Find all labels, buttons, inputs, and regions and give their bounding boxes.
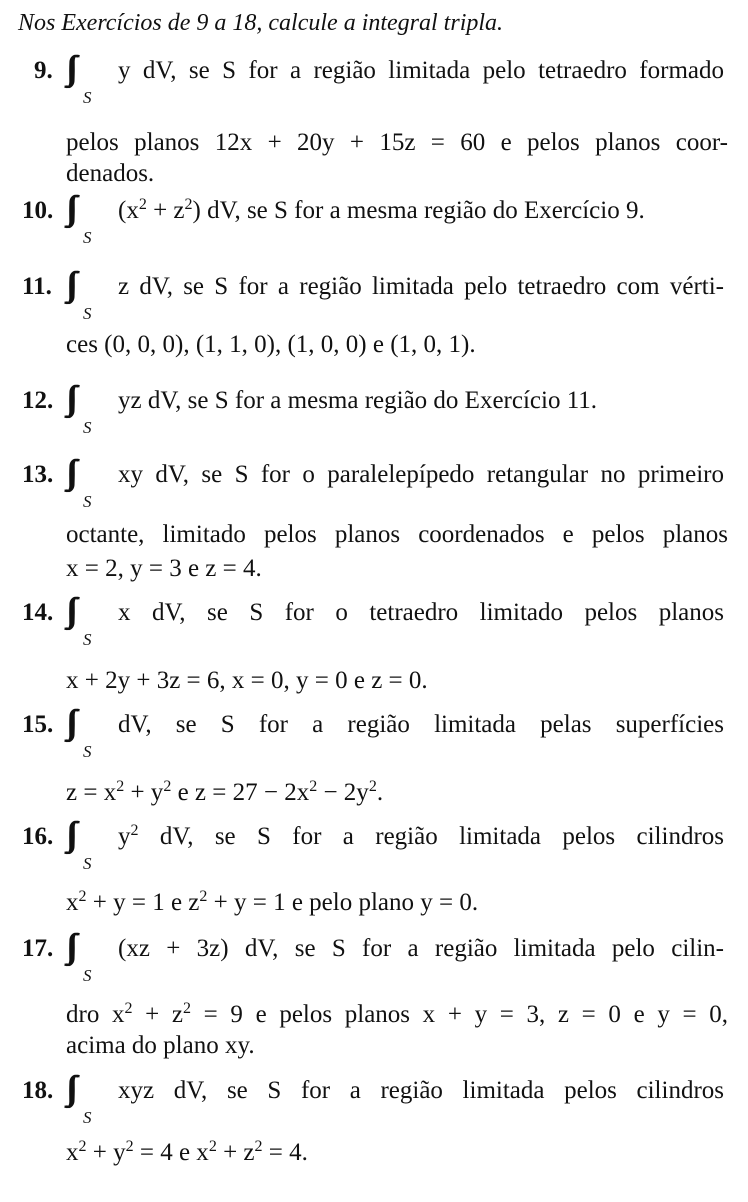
triple-integral-icon xyxy=(66,456,112,512)
exercise-statement: y dV, se S for a região limitada pelo tetraedro formado xyxy=(118,57,724,84)
triple-integral-icon xyxy=(66,706,112,762)
exercise-16 xyxy=(0,818,748,948)
exercise-number: 16. xyxy=(22,823,54,850)
exercise-continuation: pelos planos 12x + 20y + 15z = 60 e pelos planos coor- xyxy=(66,129,728,156)
triple-integral-icon xyxy=(66,930,112,986)
page-heading: Nos Exercícios de 9 a 18, calcule a integral tripla. xyxy=(18,10,504,36)
integral-signs: ∫∫∫ xyxy=(66,190,70,227)
integral-region-label: S xyxy=(83,854,92,873)
integral-signs: ∫∫∫ xyxy=(66,816,70,853)
exercise-number: 18. xyxy=(22,1077,54,1104)
exercise-continuation: x + 2y + 3z = 6, x = 0, y = 0 e z = 0. xyxy=(66,667,428,694)
triple-integral-icon xyxy=(66,52,112,108)
exercise-13 xyxy=(0,456,748,586)
exercise-statement: $(x^2 + z^2)$ dV, se S for a mesma região do Exercício 9. xyxy=(118,196,645,224)
integral-signs: ∫∫∫ xyxy=(66,266,70,303)
integral-region-label: S xyxy=(83,88,92,107)
exercise-15 xyxy=(0,706,748,836)
integral-signs: ∫∫∫ xyxy=(66,592,70,629)
exercise-continuation: ces (0, 0, 0), (1, 1, 0), (1, 0, 0) e (1, 0, 1). xyxy=(66,331,476,358)
triple-integral-icon xyxy=(66,818,112,874)
exercise-statement: dV, se S for a região limitada pelas superfícies xyxy=(118,711,724,738)
integral-region-label: S xyxy=(83,742,92,761)
triple-integral-icon xyxy=(66,1072,112,1128)
exercise-statement: z dV, se S for a região limitada pelo tetraedro com vérti- xyxy=(118,273,724,300)
integral-region-label: S xyxy=(83,304,92,323)
triple-integral-icon xyxy=(66,594,112,650)
exercise-continuation: $x^2 + y^2 = 4$ e $x^2 + z^2 = 4$. xyxy=(66,1138,308,1166)
integral-region-label: S xyxy=(83,966,92,985)
exercise-continuation: octante, limitado pelos planos coordenados e pelos planos xyxy=(66,521,728,548)
integral-signs: ∫∫∫ xyxy=(66,380,70,417)
triple-integral-icon xyxy=(66,382,112,438)
exercise-number: 14. xyxy=(22,599,54,626)
exercise-11 xyxy=(0,268,748,398)
exercise-statement: (xz + 3z) dV, se S for a região limitada pelo cilin- xyxy=(118,935,724,962)
integral-region-label: S xyxy=(83,492,92,511)
exercise-number: 9. xyxy=(34,57,53,84)
exercise-number: 13. xyxy=(22,461,54,488)
exercise-continuation: dro $x^2 + z^2 = 9$ e pelos planos x + y = 3, z = 0 e y = 0, xyxy=(66,1000,728,1028)
exercise-number: 12. xyxy=(22,387,54,414)
integral-region-label: S xyxy=(83,630,92,649)
triple-integral-icon xyxy=(66,192,112,248)
integral-signs: ∫∫∫ xyxy=(66,50,70,87)
exercise-statement: yz dV, se S for a mesma região do Exercício 11. xyxy=(118,387,598,414)
exercise-statement: xy dV, se S for o paralelepípedo retangular no primeiro xyxy=(118,461,724,488)
integral-region-label: S xyxy=(83,418,92,437)
integral-region-label: S xyxy=(83,228,92,247)
integral-signs: ∫∫∫ xyxy=(66,704,70,741)
integral-signs: ∫∫∫ xyxy=(66,454,70,491)
exercise-continuation: x = 2, y = 3 e z = 4. xyxy=(66,555,262,582)
exercise-continuation: $z = x^2 + y^2$ e $z = 27 - 2x^2 - 2y^2$. xyxy=(66,778,384,806)
exercise-14 xyxy=(0,594,748,724)
integral-region-label: S xyxy=(83,1108,92,1127)
integral-signs: ∫∫∫ xyxy=(66,928,70,965)
integral-signs: ∫∫∫ xyxy=(66,1070,70,1107)
exercise-18 xyxy=(0,1072,748,1202)
exercise-continuation: $x^2 + y = 1$ e $z^2 + y = 1$ e pelo plano y = 0. xyxy=(66,888,479,916)
exercise-continuation: acima do plano xy. xyxy=(66,1032,255,1059)
exercise-continuation: denados. xyxy=(66,160,155,187)
exercise-number: 17. xyxy=(22,935,54,962)
exercise-9 xyxy=(0,50,748,187)
exercise-statement: xyz dV, se S for a região limitada pelos cilindros xyxy=(118,1077,724,1104)
exercise-statement: $y^2$ dV, se S for a região limitada pelos cilindros xyxy=(118,822,724,850)
exercise-number: 10. xyxy=(22,197,54,224)
exercise-number: 11. xyxy=(22,273,52,300)
exercise-17 xyxy=(0,930,748,1060)
exercise-number: 15. xyxy=(22,711,54,738)
triple-integral-icon xyxy=(66,268,112,324)
exercise-statement: x dV, se S for o tetraedro limitado pelos planos xyxy=(118,599,724,626)
